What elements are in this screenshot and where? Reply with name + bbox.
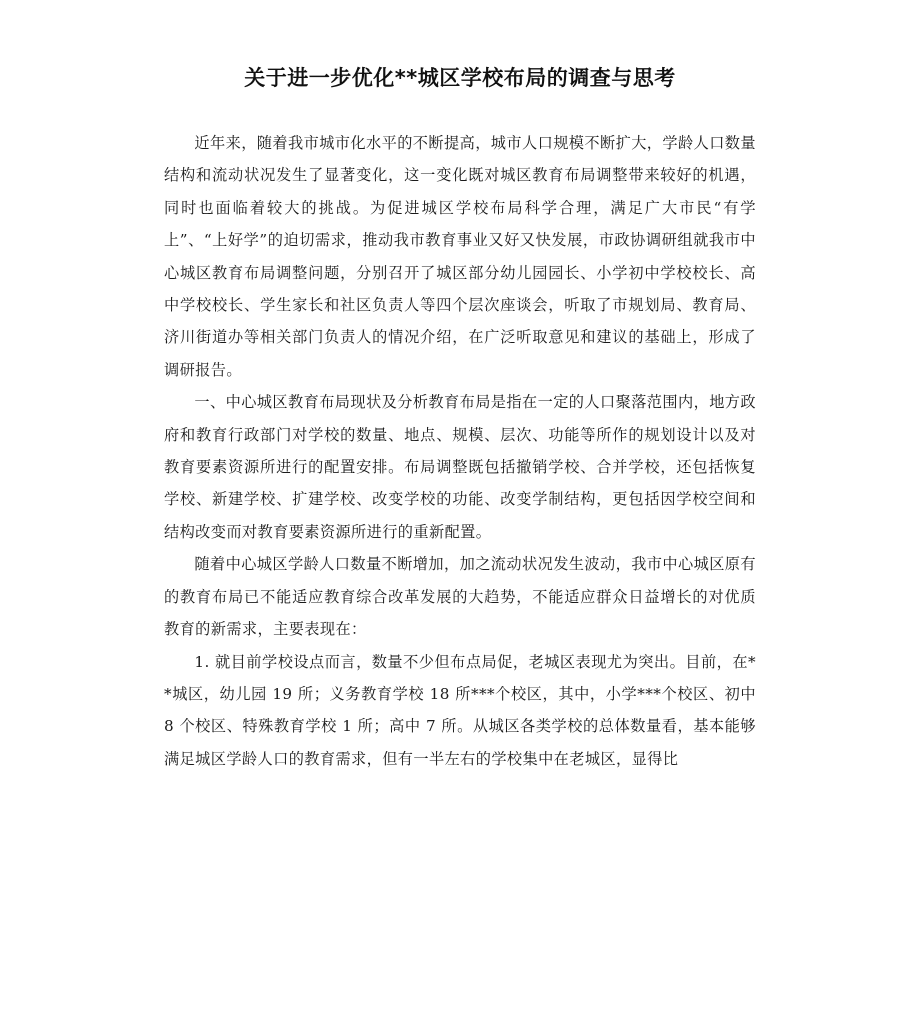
paragraph-point-one: 1. 就目前学校设点而言，数量不少但布点局促，老城区表现尤为突出。目前，在**城区，幼儿园 19 所；义务教育学校 18 所***个校区，其中，小学***个校区、初中 8 个校区、特殊教育学校 1 所；高中 7 所。从城区各类学校的总体数量看，基本能够满足城区学龄人口的教育需求，但有一半左右的学校集中在老城区，显得比 bbox=[164, 652, 756, 768]
paragraph-current-issues: 随着中心城区学龄人口数量不断增加，加之流动状况发生波动，我市中心城区原有的教育布局已不能适应教育综合改革发展的大趋势，不能适应群众日益增长的对优质教育的新需求，主要表现在： bbox=[164, 555, 756, 639]
document-title: 关于进一步优化**城区学校布局的调查与思考 bbox=[244, 66, 676, 90]
paragraph-section-one: 一、中心城区教育布局现状及分析教育布局是指在一定的人口聚落范围内，地方政府和教育行政部门对学校的数量、地点、规模、层次、功能等所作的规划设计以及对教育要素资源所进行的配置安排。布局调整既包括撤销学校、合并学校，还包括恢复学校、新建学校、扩建学校、改变学校的功能、改变学制结构，更包括因学校空间和结构改变而对教育要素资源所进行的重新配置。 bbox=[164, 393, 756, 541]
document-body bbox=[164, 127, 756, 775]
paragraph-intro: 近年来，随着我市城市化水平的不断提高，城市人口规模不断扩大，学龄人口数量结构和流动状况发生了显著变化，这一变化既对城区教育布局调整带来较好的机遇，同时也面临着较大的挑战。为促进城区学校布局科学合理，满足广大市民“有学上”、“上好学”的迫切需求，推动我市教育事业又好又快发展，市政协调研组就我市中心城区教育布局调整问题，分别召开了城区部分幼儿园园长、小学初中学校校长、高中学校校长、学生家长和社区负责人等四个层次座谈会，听取了市规划局、教育局、济川街道办等相关部门负责人的情况介绍，在广泛听取意见和建议的基础上，形成了调研报告。 bbox=[164, 134, 756, 379]
